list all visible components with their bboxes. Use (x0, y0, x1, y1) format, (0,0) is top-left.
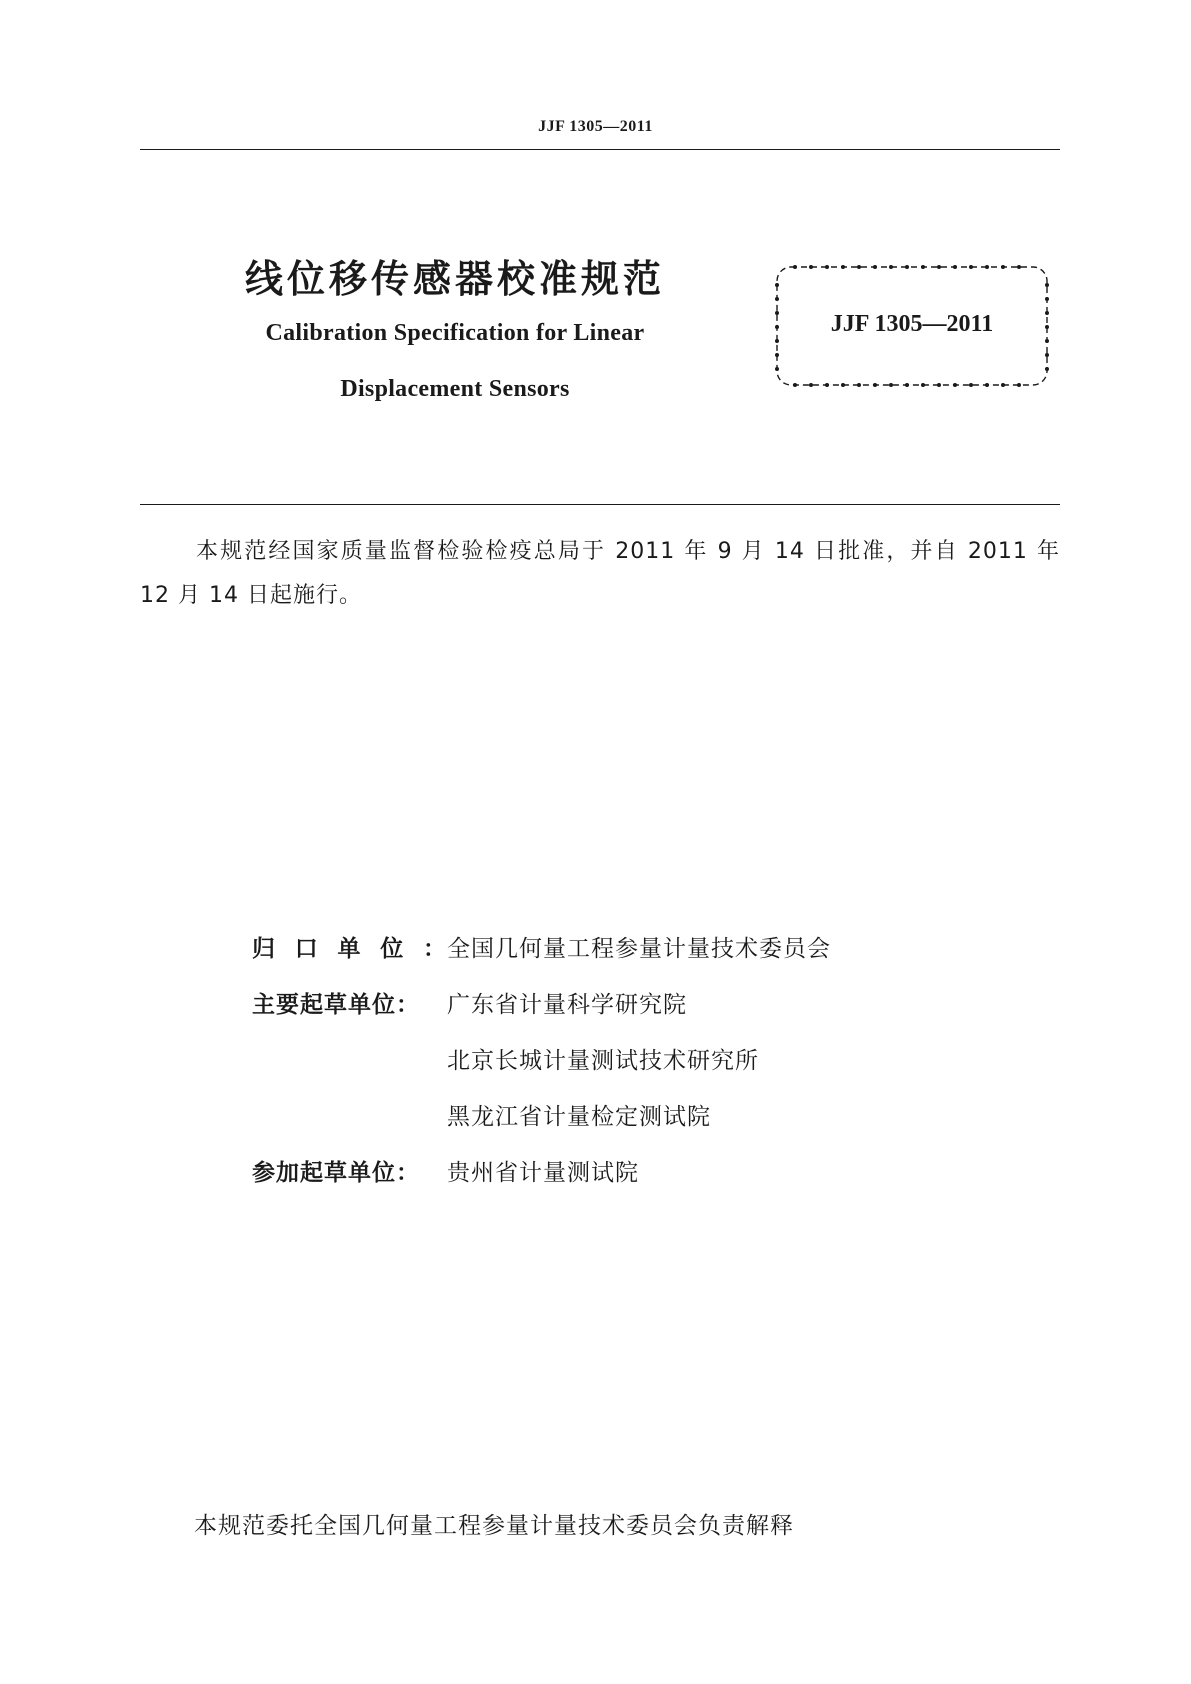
header-rule (140, 149, 1060, 150)
border-dot (809, 265, 813, 269)
border-dot (775, 339, 779, 343)
border-dot (889, 265, 893, 269)
responsible-unit-value: 全国几何量工程参量计量技术委员会 (447, 935, 831, 962)
border-dot (1045, 353, 1049, 357)
border-dot (937, 383, 941, 387)
border-dot (873, 265, 877, 269)
main-drafting-unit-value: 北京长城计量测试技术研究所 (447, 1047, 759, 1074)
participating-unit-value: 贵州省计量测试院 (447, 1159, 639, 1186)
label-char: 单 (337, 935, 362, 962)
border-dot (825, 265, 829, 269)
main-drafting-unit-value: 广东省计量科学研究院 (447, 991, 687, 1018)
border-dot (1017, 265, 1021, 269)
main-drafting-unit-value: 黑龙江省计量检定测试院 (447, 1103, 711, 1130)
interpretation-note: 本规范委托全国几何量工程参量计量技术委员会负责解释 (194, 1513, 794, 1539)
border-dot (809, 383, 813, 387)
border-dot (1001, 383, 1005, 387)
title-chinese: 线位移传感器校准规范 (244, 257, 665, 301)
border-dot (1045, 297, 1049, 301)
border-dot (857, 265, 861, 269)
border-dot (985, 265, 989, 269)
title-english-line-2: Displacement Sensors (340, 376, 570, 402)
border-dot (1045, 283, 1049, 287)
border-dot (873, 383, 877, 387)
title-english-line-1: Calibration Specification for Linear (265, 320, 645, 346)
border-dot (1001, 265, 1005, 269)
border-dot (841, 383, 845, 387)
responsible-unit-row (252, 918, 831, 974)
participating-unit-label: 参加起草单位： (252, 1159, 420, 1186)
drafting-units (252, 918, 831, 1198)
border-dot (825, 383, 829, 387)
border-dot (937, 265, 941, 269)
main-drafting-unit-row (252, 1030, 831, 1086)
border-dot (953, 383, 957, 387)
border-dot (775, 353, 779, 357)
border-dot (775, 367, 779, 371)
code-frame (773, 263, 1051, 389)
responsible-unit-label (252, 930, 447, 963)
border-dot (969, 383, 973, 387)
label-char: 位 (380, 935, 405, 962)
border-dot (775, 297, 779, 301)
main-drafting-unit-row (252, 974, 831, 1030)
main-drafting-unit-label: 主要起草单位： (252, 991, 420, 1018)
border-dot (1017, 383, 1021, 387)
code-frame-text: JJF 1305—2011 (830, 311, 994, 337)
border-dot (793, 383, 797, 387)
border-dot (905, 383, 909, 387)
border-dot (905, 265, 909, 269)
border-dot (1045, 339, 1049, 343)
label-char: 归 (252, 935, 276, 962)
border-dot (775, 283, 779, 287)
label-colon: ： (423, 935, 447, 962)
main-drafting-unit-row (252, 1086, 831, 1142)
section-rule (140, 504, 1060, 505)
border-dot (889, 383, 893, 387)
header-code: JJF 1305—2011 (538, 118, 653, 135)
approval-statement: 本规范经国家质量监督检验检疫总局于 2011 年 9 月 14 日批准，并自 2011 年 12 月 14 日起施行。 (140, 539, 1060, 608)
border-dot (921, 265, 925, 269)
label-char: 口 (294, 935, 319, 962)
participating-unit-row (252, 1142, 831, 1198)
border-dot (921, 383, 925, 387)
border-dot (1045, 367, 1049, 371)
border-dot (969, 265, 973, 269)
border-dot (953, 265, 957, 269)
border-dot (841, 265, 845, 269)
border-dot (985, 383, 989, 387)
border-dot (857, 383, 861, 387)
border-dot (793, 265, 797, 269)
